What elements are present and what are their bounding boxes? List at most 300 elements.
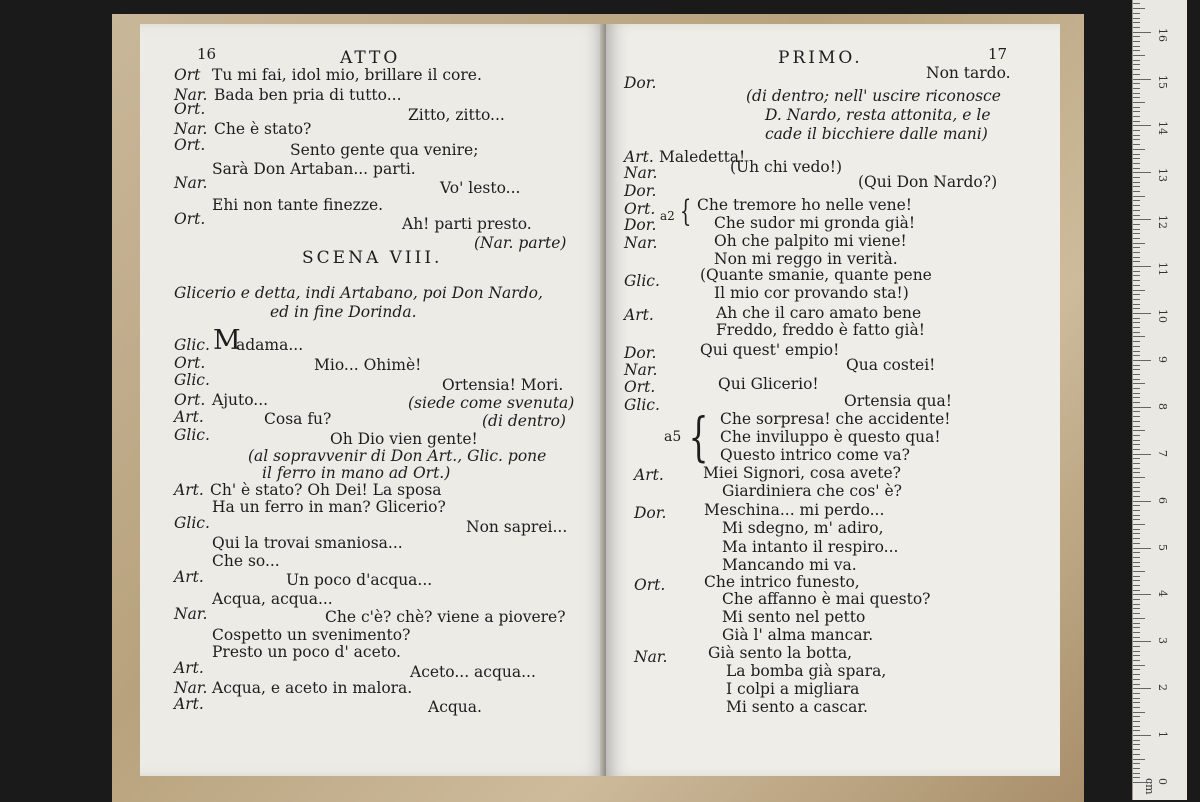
ruler-tick xyxy=(1133,210,1140,211)
verse-line: Ortensia qua! xyxy=(844,392,952,410)
speaker: Dor. xyxy=(624,182,657,200)
ruler-tick xyxy=(1133,454,1151,455)
measuring-ruler xyxy=(1132,0,1187,800)
ruler-tick xyxy=(1133,444,1140,445)
ruler-tick xyxy=(1133,186,1140,187)
ruler-tick xyxy=(1133,266,1151,267)
speaker: Ort. xyxy=(174,354,206,372)
ruler-tick xyxy=(1133,637,1140,638)
verse-line: Ha un ferro in man? Glicerio? xyxy=(212,498,446,516)
ruler-tick xyxy=(1133,482,1140,483)
ruler-tick xyxy=(1133,524,1145,525)
ruler-tick xyxy=(1133,557,1140,558)
ruler-tick xyxy=(1133,707,1140,708)
ruler-tick xyxy=(1133,351,1140,352)
ruler-tick xyxy=(1133,304,1140,305)
verse-line: Che intrico funesto, xyxy=(704,573,860,591)
ruler-label: 11 xyxy=(1156,262,1169,277)
left-page-number: 16 xyxy=(197,45,217,63)
ruler-tick xyxy=(1133,496,1140,497)
ruler-tick xyxy=(1133,224,1140,225)
ruler-tick xyxy=(1133,688,1151,689)
right-page-number: 17 xyxy=(988,45,1008,63)
ruler-tick xyxy=(1133,501,1151,502)
ruler-tick xyxy=(1133,679,1140,680)
ruler-tick xyxy=(1133,594,1151,595)
verse-line: (Uh chi vedo!) xyxy=(730,158,843,176)
ruler-label: 12 xyxy=(1156,215,1169,230)
ruler-tick xyxy=(1133,585,1140,586)
ruler-tick xyxy=(1133,280,1140,281)
ruler-tick xyxy=(1133,97,1140,98)
right-page-header: PRIMO. xyxy=(778,48,863,68)
verse-line: Già sento la botta, xyxy=(708,644,853,662)
ruler-tick xyxy=(1133,543,1140,544)
verse-line: Mancando mi va. xyxy=(722,556,857,574)
speaker: Art. xyxy=(174,659,204,677)
ruler-tick xyxy=(1133,332,1140,333)
ruler-tick xyxy=(1133,669,1140,670)
ruler-tick xyxy=(1133,416,1140,417)
ruler-label: 10 xyxy=(1156,309,1169,323)
ruler-tick xyxy=(1133,426,1140,427)
ruler-tick xyxy=(1133,641,1151,642)
a5-label: a5 xyxy=(664,429,682,445)
stage-direction: il ferro in mano ad Ort.) xyxy=(262,464,451,482)
ruler-tick xyxy=(1133,388,1140,389)
ruler-tick xyxy=(1133,261,1140,262)
verse-line: adama... xyxy=(236,336,304,354)
ruler-label: 8 xyxy=(1156,402,1169,410)
verse-line: Che tremore ho nelle vene! xyxy=(697,196,913,214)
ruler-tick xyxy=(1133,491,1140,492)
ruler-tick xyxy=(1133,393,1140,394)
speaker: Art. xyxy=(624,148,654,166)
verse-line: Oh che palpito mi viene! xyxy=(714,232,907,250)
speaker: Art. xyxy=(174,481,204,499)
ruler-tick xyxy=(1133,458,1140,459)
ruler-tick xyxy=(1133,730,1140,731)
verse-line: Il mio cor provando sta!) xyxy=(714,284,909,302)
ruler-tick xyxy=(1133,651,1140,652)
ruler-tick xyxy=(1133,693,1140,694)
ruler-tick xyxy=(1133,144,1140,145)
speaker: Ort. xyxy=(624,378,656,396)
ruler-tick xyxy=(1133,749,1140,750)
ruler-label: 6 xyxy=(1156,496,1169,504)
ruler-tick xyxy=(1133,515,1140,516)
ruler-tick xyxy=(1133,529,1140,530)
ruler-tick xyxy=(1133,505,1140,506)
speaker: Art. xyxy=(174,568,204,586)
verse-line: Mi sento a cascar. xyxy=(726,698,868,716)
ruler-tick xyxy=(1133,200,1140,201)
verse-line: Che so... xyxy=(212,552,280,570)
verse-line: Mi sdegno, m' adiro, xyxy=(722,519,884,537)
drop-cap: M xyxy=(213,325,241,356)
verse-line: Ma intanto il respiro... xyxy=(722,538,899,556)
speaker: Nar. xyxy=(624,234,658,252)
ruler-tick xyxy=(1133,421,1140,422)
ruler-tick xyxy=(1133,477,1145,478)
verse-line: Che c'è? chè? viene a piovere? xyxy=(325,608,566,626)
verse-line: Che è stato? xyxy=(214,120,312,138)
ruler-tick xyxy=(1133,130,1140,131)
ruler-tick xyxy=(1133,257,1140,258)
speaker: Nar. xyxy=(174,174,208,192)
ruler-tick xyxy=(1133,116,1140,117)
verse-line: Bada ben pria di tutto... xyxy=(214,86,402,104)
ruler-tick xyxy=(1133,576,1140,577)
speaker: Dor. xyxy=(624,344,657,362)
verse-line: Non mi reggo in verità. xyxy=(714,250,898,268)
verse-line: Mi sento nel petto xyxy=(722,608,866,626)
verse-line: I colpi a migliara xyxy=(726,680,860,698)
stage-direction: (Nar. parte) xyxy=(474,234,567,252)
stage-direction: cade il bicchiere dalle mani) xyxy=(765,125,988,143)
speaker: Glic. xyxy=(174,514,210,532)
ruler-tick xyxy=(1133,102,1145,103)
ruler-tick xyxy=(1133,60,1140,61)
ruler-tick xyxy=(1133,163,1140,164)
ruler-tick xyxy=(1133,8,1145,9)
ruler-tick xyxy=(1133,519,1140,520)
speaker: Ort. xyxy=(174,210,206,228)
verse-line: Zitto, zitto... xyxy=(408,106,505,124)
speaker: Glic. xyxy=(174,336,210,354)
verse-line: Acqua, e aceto in malora. xyxy=(212,679,413,697)
speaker: Nar. xyxy=(174,605,208,623)
ruler-tick xyxy=(1133,618,1145,619)
ruler-tick xyxy=(1133,22,1140,23)
speaker: Ort xyxy=(174,66,201,84)
ruler-label: 13 xyxy=(1156,168,1169,183)
ruler-label: 9 xyxy=(1156,355,1169,363)
ruler-tick xyxy=(1133,205,1140,206)
ruler-tick xyxy=(1133,177,1140,178)
ruler-tick xyxy=(1133,355,1140,356)
ruler-tick xyxy=(1133,135,1140,136)
speaker: Nar. xyxy=(634,648,668,666)
ruler-tick xyxy=(1133,430,1145,431)
ruler-tick xyxy=(1133,571,1145,572)
ruler-tick xyxy=(1133,383,1145,384)
ruler-tick xyxy=(1133,139,1140,140)
ruler-tick xyxy=(1133,773,1140,774)
ruler-tick xyxy=(1133,158,1140,159)
speaker: Ort. xyxy=(624,200,656,218)
verse-line: Maledetta! xyxy=(659,148,746,166)
ruler-tick xyxy=(1133,407,1151,408)
speaker: Nar. xyxy=(174,120,208,138)
verse-line: Miei Signori, cosa avete? xyxy=(703,464,901,482)
ruler-tick xyxy=(1133,660,1140,661)
ruler-tick xyxy=(1133,79,1151,80)
ruler-tick xyxy=(1133,402,1140,403)
speaker: Glic. xyxy=(624,396,660,414)
ruler-tick xyxy=(1133,721,1140,722)
speaker: Art. xyxy=(634,466,664,484)
verse-line: Sento gente qua venire; xyxy=(290,141,479,159)
verse-line: Non tardo. xyxy=(926,64,1011,82)
verse-line: Qui Glicerio! xyxy=(718,375,819,393)
verse-line: Ortensia! Mori. xyxy=(442,376,564,394)
ruler-label: 15 xyxy=(1156,74,1169,89)
ruler-tick xyxy=(1133,379,1140,380)
ruler-label: 2 xyxy=(1156,684,1169,692)
ruler-tick xyxy=(1133,238,1140,239)
verse-line: Cospetto un svenimento? xyxy=(212,626,411,644)
ruler-tick xyxy=(1133,322,1140,323)
ruler-tick xyxy=(1133,36,1140,37)
ruler-tick xyxy=(1133,590,1140,591)
ruler-label: 7 xyxy=(1156,449,1169,457)
ruler-tick xyxy=(1133,27,1140,28)
ruler-tick xyxy=(1133,341,1140,342)
ruler-tick xyxy=(1133,74,1140,75)
ruler-tick xyxy=(1133,684,1140,685)
ruler-tick xyxy=(1133,440,1140,441)
ruler-label: 3 xyxy=(1156,637,1169,645)
verse-line: Ah! parti presto. xyxy=(402,215,532,233)
verse-line: Acqua. xyxy=(428,698,482,716)
ruler-tick xyxy=(1133,777,1140,778)
verse-line: Che sorpresa! che accidente! xyxy=(720,410,951,428)
stage-direction: (di dentro) xyxy=(482,412,566,430)
verse-line: La bomba già spara, xyxy=(726,662,887,680)
ruler-tick xyxy=(1133,449,1140,450)
ruler-tick xyxy=(1133,562,1140,563)
verse-line: Oh Dio vien gente! xyxy=(330,430,478,448)
ruler-tick xyxy=(1133,627,1140,628)
ruler-tick xyxy=(1133,308,1140,309)
ruler-tick xyxy=(1133,172,1151,173)
ruler-label: 1 xyxy=(1156,731,1169,739)
ruler-tick xyxy=(1133,83,1140,84)
ruler-tick xyxy=(1133,229,1140,230)
ruler-tick xyxy=(1133,744,1140,745)
ruler-tick xyxy=(1133,243,1145,244)
speaker: Art. xyxy=(174,408,204,426)
ruler-label: 0 cm xyxy=(1143,778,1169,795)
ruler-tick xyxy=(1133,55,1145,56)
verse-line: Qui quest' empio! xyxy=(700,341,840,359)
ruler-tick xyxy=(1133,580,1140,581)
verse-line: Non saprei... xyxy=(466,518,568,536)
speaker: Nar. xyxy=(624,164,658,182)
brace-icon: { xyxy=(688,408,709,468)
ruler-tick xyxy=(1133,107,1140,108)
ruler-tick xyxy=(1133,726,1140,727)
ruler-tick xyxy=(1133,360,1151,361)
ruler-tick xyxy=(1133,182,1140,183)
ruler-tick xyxy=(1133,566,1140,567)
verse-line: Sarà Don Artaban... parti. xyxy=(212,160,416,178)
ruler-tick xyxy=(1133,327,1140,328)
ruler-tick xyxy=(1133,318,1140,319)
verse-line: Mio... Ohimè! xyxy=(314,356,422,374)
ruler-tick xyxy=(1133,533,1140,534)
speaker: Glic. xyxy=(174,371,210,389)
ruler-tick xyxy=(1133,754,1140,755)
ruler-tick xyxy=(1133,50,1140,51)
ruler-tick xyxy=(1133,215,1140,216)
stage-direction: D. Nardo, resta attonita, e le xyxy=(765,106,991,124)
ruler-tick xyxy=(1133,604,1140,605)
ruler-tick xyxy=(1133,411,1140,412)
ruler-tick xyxy=(1133,313,1151,314)
speaker: Ort. xyxy=(634,576,666,594)
verse-line: Ch' è stato? Oh Dei! La sposa xyxy=(210,481,442,499)
verse-line: Ah che il caro amato bene xyxy=(716,304,922,322)
ruler-tick xyxy=(1133,64,1140,65)
ruler-tick xyxy=(1133,435,1140,436)
scene-description: Glicerio e detta, indi Artabano, poi Don Nardo, xyxy=(174,284,543,302)
scene-description: ed in fine Dorinda. xyxy=(270,303,417,321)
ruler-tick xyxy=(1133,397,1140,398)
stage-direction: (siede come svenuta) xyxy=(408,394,575,412)
ruler-tick xyxy=(1133,716,1140,717)
ruler-tick xyxy=(1133,346,1140,347)
ruler-tick xyxy=(1133,759,1145,760)
verse-line: Presto un poco d' aceto. xyxy=(212,643,401,661)
verse-line: Ehi non tante finezze. xyxy=(212,196,384,214)
ruler-tick xyxy=(1133,698,1140,699)
verse-line: Giardiniera che cos' è? xyxy=(722,482,902,500)
ruler-tick xyxy=(1133,468,1140,469)
ruler-tick xyxy=(1133,121,1140,122)
ruler-tick xyxy=(1133,285,1140,286)
verse-line: Qua costei! xyxy=(846,356,936,374)
ruler-tick xyxy=(1133,290,1145,291)
speaker: Glic. xyxy=(624,272,660,290)
ruler-tick xyxy=(1133,299,1140,300)
stage-direction: (di dentro; nell' uscire riconosce xyxy=(746,87,1001,105)
ruler-tick xyxy=(1133,196,1145,197)
ruler-tick xyxy=(1133,665,1145,666)
speaker: Nar. xyxy=(624,361,658,379)
ruler-tick xyxy=(1133,3,1140,4)
speaker: Art. xyxy=(174,695,204,713)
ruler-tick xyxy=(1133,712,1145,713)
ruler-tick xyxy=(1133,538,1140,539)
verse-line: (Quante smanie, quante pene xyxy=(700,266,932,284)
speaker: Dor. xyxy=(624,74,657,92)
ruler-tick xyxy=(1133,219,1151,220)
ruler-label: 16 xyxy=(1156,27,1169,42)
ruler-tick xyxy=(1133,149,1145,150)
ruler-tick xyxy=(1133,768,1140,769)
ruler-tick xyxy=(1133,125,1151,126)
ruler-label: 14 xyxy=(1156,121,1169,136)
ruler-tick xyxy=(1133,247,1140,248)
ruler-tick xyxy=(1133,41,1140,42)
verse-line: Questo intrico come va? xyxy=(720,446,910,464)
verse-line: Che inviluppo è questo qua! xyxy=(720,428,941,446)
ruler-tick xyxy=(1133,763,1140,764)
speaker: Ort. xyxy=(174,100,206,118)
speaker: Nar. xyxy=(174,86,208,104)
verse-line: Aceto... acqua... xyxy=(410,663,536,681)
verse-line: Meschina... mi perdo... xyxy=(704,501,885,519)
ruler-tick xyxy=(1133,88,1140,89)
ruler-label: 4 xyxy=(1156,590,1169,598)
verse-line: Che affanno è mai questo? xyxy=(722,590,931,608)
ruler-tick xyxy=(1133,613,1140,614)
ruler-tick xyxy=(1133,487,1140,488)
ruler-tick xyxy=(1133,275,1140,276)
speaker: Art. xyxy=(624,306,654,324)
speaker: Ort. xyxy=(174,136,206,154)
ruler-label: 5 xyxy=(1156,543,1169,551)
ruler-tick xyxy=(1133,336,1145,337)
ruler-tick xyxy=(1133,252,1140,253)
brace-icon: { xyxy=(679,194,692,229)
speaker: Dor. xyxy=(634,504,667,522)
scene-title: SCENA VIII. xyxy=(302,248,443,268)
a2-label: a2 xyxy=(660,209,675,223)
ruler-tick xyxy=(1133,93,1140,94)
ruler-tick xyxy=(1133,111,1140,112)
ruler-tick xyxy=(1133,18,1140,19)
ruler-tick xyxy=(1133,374,1140,375)
ruler-tick xyxy=(1133,294,1140,295)
ruler-tick xyxy=(1133,154,1140,155)
ruler-tick xyxy=(1133,646,1140,647)
ruler-tick xyxy=(1133,599,1140,600)
ruler-tick xyxy=(1133,168,1140,169)
ruler-tick xyxy=(1133,623,1140,624)
speaker: Ort. xyxy=(174,391,206,409)
ruler-tick xyxy=(1133,548,1151,549)
ruler-tick xyxy=(1133,32,1151,33)
ruler-tick xyxy=(1133,608,1140,609)
verse-line: Tu mi fai, idol mio, brillare il core. xyxy=(212,66,482,84)
verse-line: Ajuto... xyxy=(212,391,269,409)
speaker: Glic. xyxy=(174,426,210,444)
ruler-tick xyxy=(1133,191,1140,192)
verse-line: Che sudor mi gronda già! xyxy=(714,214,916,232)
ruler-tick xyxy=(1133,46,1140,47)
ruler-tick xyxy=(1133,510,1140,511)
left-page-header: ATTO xyxy=(340,48,401,68)
ruler-tick xyxy=(1133,13,1140,14)
verse-line: Qui la trovai smaniosa... xyxy=(212,534,403,552)
ruler-tick xyxy=(1133,735,1151,736)
verse-line: Freddo, freddo è fatto già! xyxy=(716,321,925,339)
ruler-tick xyxy=(1133,552,1140,553)
ruler-tick xyxy=(1133,472,1140,473)
verse-line: Già l' alma mancar. xyxy=(722,626,874,644)
ruler-tick xyxy=(1133,740,1140,741)
ruler-tick xyxy=(1133,674,1140,675)
verse-line: Vo' lesto... xyxy=(440,179,521,197)
ruler-tick xyxy=(1133,463,1140,464)
ruler-tick xyxy=(1133,632,1140,633)
ruler-tick xyxy=(1133,655,1140,656)
verse-line: (Qui Don Nardo?) xyxy=(858,173,998,191)
stage-direction: (al sopravvenir di Don Art., Glic. pone xyxy=(248,447,547,465)
ruler-tick xyxy=(1133,271,1140,272)
ruler-tick xyxy=(1133,69,1140,70)
verse-line: Acqua, acqua... xyxy=(212,590,333,608)
ruler-tick xyxy=(1133,233,1140,234)
speaker: Nar. xyxy=(174,679,208,697)
verse-line: Cosa fu? xyxy=(264,410,332,428)
ruler-tick xyxy=(1133,365,1140,366)
speaker: Dor. xyxy=(624,216,657,234)
ruler-tick xyxy=(1133,702,1140,703)
